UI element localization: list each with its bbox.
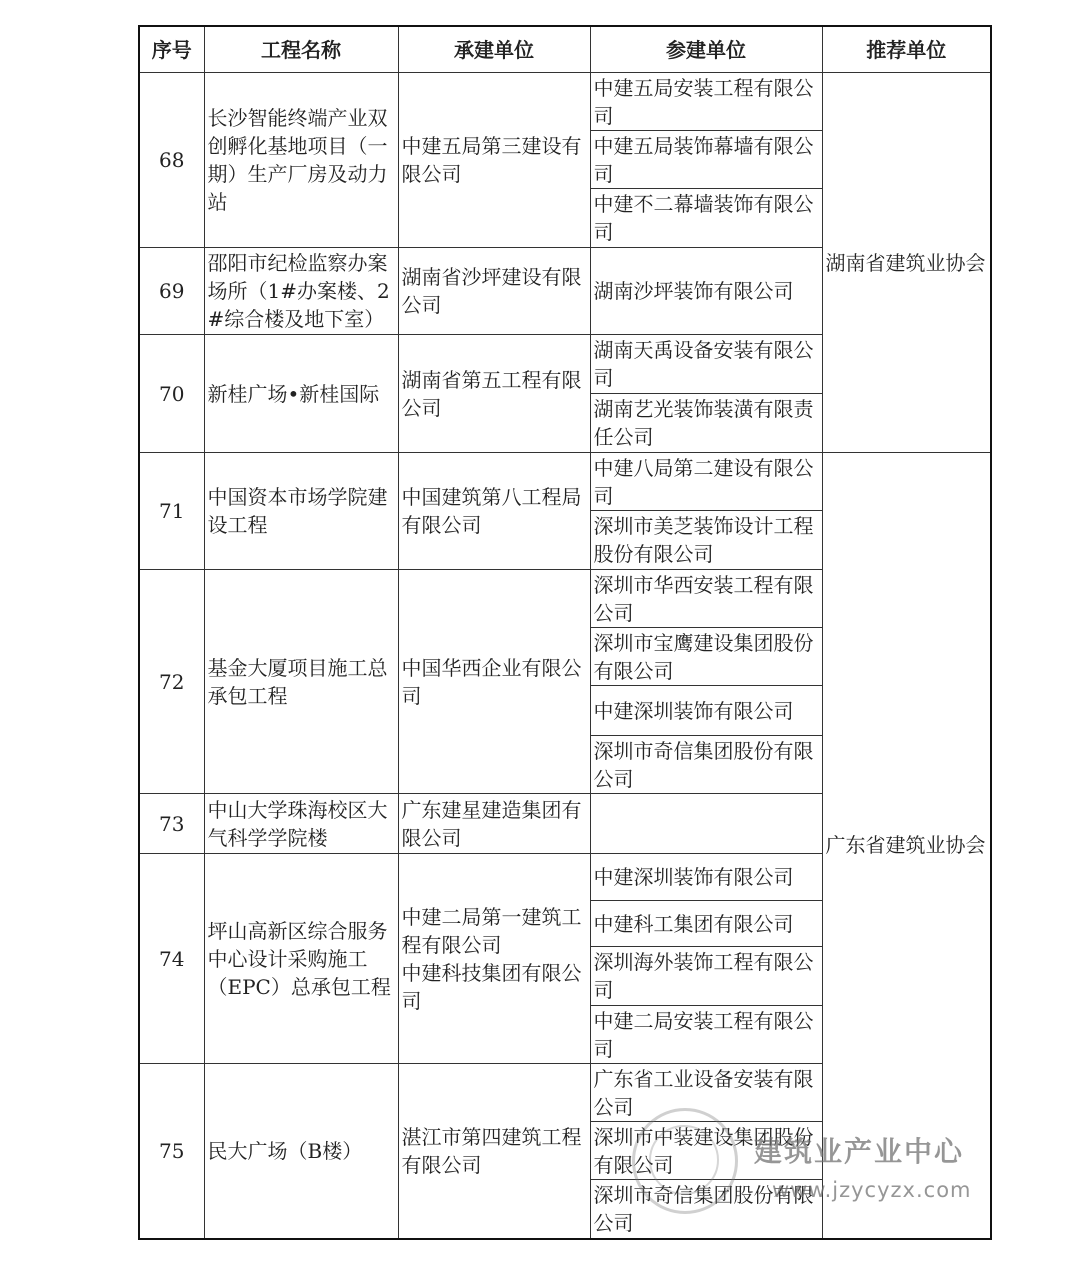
watermark-url: www.jzycyzx.com (772, 1178, 972, 1202)
row-seq-number: 72 (139, 570, 204, 794)
row-participant: 深圳市奇信集团股份有限公司 (590, 736, 822, 794)
row-seq-number: 71 (139, 453, 204, 570)
row-project-name: 基金大厦项目施工总承包工程 (204, 570, 398, 794)
table-body (139, 73, 991, 1239)
row-seq-number: 75 (139, 1064, 204, 1239)
row-project-name: 民大广场（B楼） (204, 1064, 398, 1239)
row-builder: 中国建筑第八工程局有限公司 (398, 453, 590, 570)
header-participants: 参建单位 (590, 26, 822, 73)
row-seq-number: 69 (139, 248, 204, 335)
row-participant: 深圳市宝鹰建设集团股份有限公司 (590, 628, 822, 686)
row-participant: 中建八局第二建设有限公司 (590, 453, 822, 511)
row-participant: 湖南天禹设备安装有限公司 (590, 335, 822, 394)
row-recommender: 广东省建筑业协会 (822, 453, 991, 1239)
row-participant: 中建深圳装饰有限公司 (590, 854, 822, 901)
row-project-name: 长沙智能终端产业双创孵化基地项目（一期）生产厂房及动力站 (204, 73, 398, 248)
row-participant: 深圳海外装饰工程有限公司 (590, 947, 822, 1006)
row-project-name: 中国资本市场学院建设工程 (204, 453, 398, 570)
row-participant: 湖南沙坪装饰有限公司 (590, 248, 822, 335)
row-participant: 中建不二幕墙装饰有限公司 (590, 189, 822, 248)
row-project-name: 中山大学珠海校区大气科学学院楼 (204, 794, 398, 854)
header-builder: 承建单位 (398, 26, 590, 73)
row-participant: 深圳市美芝装饰设计工程股份有限公司 (590, 511, 822, 570)
watermark-title: 建筑业产业中心 (754, 1135, 965, 1168)
table-row (139, 453, 991, 511)
row-builder: 中建五局第三建设有限公司 (398, 73, 590, 248)
header-project-name: 工程名称 (204, 26, 398, 73)
row-seq-number: 73 (139, 794, 204, 854)
row-builder: 湖南省第五工程有限公司 (398, 335, 590, 453)
row-seq-number: 70 (139, 335, 204, 453)
project-list-table (138, 25, 992, 1240)
row-participant: 中建深圳装饰有限公司 (590, 686, 822, 736)
row-participant: 中建五局安装工程有限公司 (590, 73, 822, 131)
row-builder: 中建二局第一建筑工程有限公司 中建科技集团有限公司 (398, 854, 590, 1064)
header-recommender: 推荐单位 (822, 26, 991, 73)
table-header-row (139, 26, 991, 73)
row-participant: 中建科工集团有限公司 (590, 901, 822, 947)
row-participant: 中建二局安装工程有限公司 (590, 1006, 822, 1064)
row-participant (590, 794, 822, 854)
row-builder: 广东建星建造集团有限公司 (398, 794, 590, 854)
row-participant: 深圳市奇信集团股份有限公司 (590, 1180, 822, 1239)
row-participant: 中建五局装饰幕墙有限公司 (590, 131, 822, 189)
row-project-name: 邵阳市纪检监察办案场所（1#办案楼、2#综合楼及地下室） (204, 248, 398, 335)
row-project-name: 新桂广场•新桂国际 (204, 335, 398, 453)
row-seq-number: 74 (139, 854, 204, 1064)
row-builder: 湛江市第四建筑工程有限公司 (398, 1064, 590, 1239)
row-participant: 广东省工业设备安装有限公司 (590, 1064, 822, 1122)
row-recommender: 湖南省建筑业协会 (822, 73, 991, 453)
row-participant: 湖南艺光装饰装潢有限责任公司 (590, 394, 822, 453)
row-participant: 深圳市华西安装工程有限公司 (590, 570, 822, 628)
row-participant: 深圳市中装建设集团股份有限公司 (590, 1122, 822, 1180)
row-builder: 湖南省沙坪建设有限公司 (398, 248, 590, 335)
header-seq: 序号 (139, 26, 204, 73)
row-project-name: 坪山高新区综合服务中心设计采购施工（EPC）总承包工程 (204, 854, 398, 1064)
table-row (139, 73, 991, 131)
row-seq-number: 68 (139, 73, 204, 248)
row-builder: 中国华西企业有限公司 (398, 570, 590, 794)
